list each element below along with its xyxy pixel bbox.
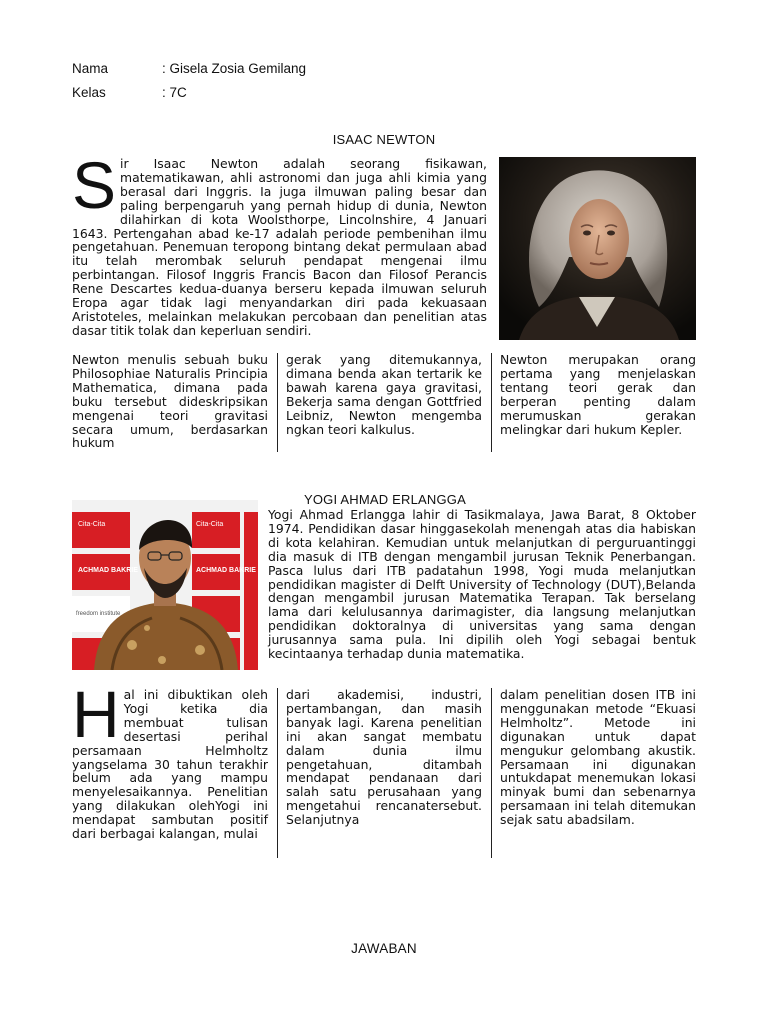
- class-value: : 7C: [162, 85, 187, 100]
- column-divider: [277, 688, 278, 858]
- class-row: [72, 85, 372, 103]
- yogi-col-2: dari akademisi, industri, pertambangan, dan masih banyak lagi. Karena penelitian ini akan sangat membatu dalam dunia ilmu pengetahuan, ditambah mendapat pendanaan dari salah satu perusahaan yang mengetahui rencanatersebut. Selanjutnya: [286, 687, 482, 828]
- column-divider: [277, 353, 278, 452]
- yogi-col-3: dalam penelitian dosen ITB ini menggunakan metode “Ekuasi Helmholtz”. Metode ini digunakan untuk dapat mengukur gelombang akustik. Persamaan ini digunakan untukdapat menemukan lokasi minyak bumi dan sebenarnya persamaan ini telah ditemukan sejak satu abadsilam.: [500, 687, 696, 828]
- yogi-col-1-text: al ini dibuktikan oleh Yogi ketika dia membuat tulisan desertasi perihal persamaan Helmholtz yangselama 30 tahun terakhir belum ada yang mampu menyelesaikannya. Penelitian yang dilakukan olehYogi ini mendapat sambutan positif dari berbagai kalangan, mulai: [72, 687, 268, 842]
- backdrop-text: Cita-Cita: [196, 521, 224, 528]
- newton-col-3: Newton merupakan orang pertama yang menjelaskan tentang teori gerak dan berperan penting dalam merumuskan gerakan melingkar dari hukum Kepler.: [500, 352, 696, 437]
- newton-portrait-art: [499, 157, 696, 340]
- yogi-col-1: [72, 677, 268, 842]
- yogi-intro: Yogi Ahmad Erlangga lahir di Tasikmalaya, Jawa Barat, 8 Oktober 1974. Pendidikan dasar hinggasekolah menengah atas dia habiskan di kota kelahiran. Kemudian untuk melanjutkan di perguruantinggi dia masuk di ITB dengan mengambil jurusan Teknik Penerbangan. Pasca lulus dari ITB padatahun 1998, Yogi muda melanjutkan pendidikan magister di Delft University of Technology (DUT),Belanda dengan mengambil jurusan Matematika Terapan. Tak berselang lama dari kelulusannya darimagister, dia langsung melanjutkan pendidikan doktoralnya di universitas yang sama dengan jurusannya sama pula. Ini dipilih oleh Yogi sebagai bentuk kecintaanya terhadap dunia matematika.: [268, 507, 696, 662]
- newton-title: ISAAC NEWTON: [332, 132, 436, 147]
- newton-portrait: [499, 157, 696, 340]
- backdrop-text: freedom institute: [76, 611, 121, 617]
- newton-intro: [72, 148, 487, 338]
- yogi-photo-art: [72, 500, 258, 670]
- backdrop-text: Cita-Cita: [78, 521, 106, 528]
- column-divider: [491, 353, 492, 452]
- newton-intro-text: ir Isaac Newton adalah seorang fisikawan, matematikawan, ahli astronomi dan juga ahli kimia yang berasal dari Inggris. Ia juga ilmuwan paling besar dan paling berpengaruh yang pernah hidup di dunia, Newton dilahirkan di kota Woolsthorpe, Lincolnshire, 4 Januari 1643. Pertengahan abad ke-17 adalah periode pembenihan ilmu pengetahuan. Penemuan teropong bintang dekat permulaan abad itu telah merombak seluruh pendapat mengenai ilmu perbintangan. Filosof Inggris Francis Bacon dan Filosof Perancis Rene Descartes kedua-duanya berseru kepada ilmuwan seluruh Eropa agar tidak lagi menyandarkan diri pada kekuasaan Aristoteles, melainkan melakukan percobaan dan penelitian atas dasar titik tolak dan keperluan sendiri.: [72, 156, 487, 338]
- name-value: : Gisela Zosia Gemilang: [162, 61, 307, 76]
- class-label: Kelas: [72, 85, 106, 100]
- column-divider: [491, 688, 492, 858]
- newton-col-2: gerak yang ditemukannya, dimana benda akan tertarik ke bawah karena gaya gravitasi, Bekerja sama dengan Gottfried Leibniz, Newton mengemba ngkan teori kalkulus.: [286, 352, 482, 437]
- yogi-dropcap: H: [72, 677, 120, 751]
- newton-dropcap: S: [72, 148, 117, 222]
- name-label: Nama: [72, 61, 109, 76]
- yogi-photo: [72, 500, 258, 670]
- backdrop-text: ACHMAD BAKRIE: [78, 567, 138, 574]
- answer-heading: JAWABAN: [351, 941, 417, 956]
- backdrop-text: ACHMAD BAKRIE: [196, 567, 256, 574]
- name-row: [72, 61, 372, 79]
- newton-col-1: Newton menulis sebuah buku Philosophiae Naturalis Principia Mathematica, dimana pada buku tersebut dideskripsikan mengenai teori gravitasi secara umum, berdasarkan hukum: [72, 352, 268, 451]
- yogi-title: YOGI AHMAD ERLANGGA: [303, 492, 466, 507]
